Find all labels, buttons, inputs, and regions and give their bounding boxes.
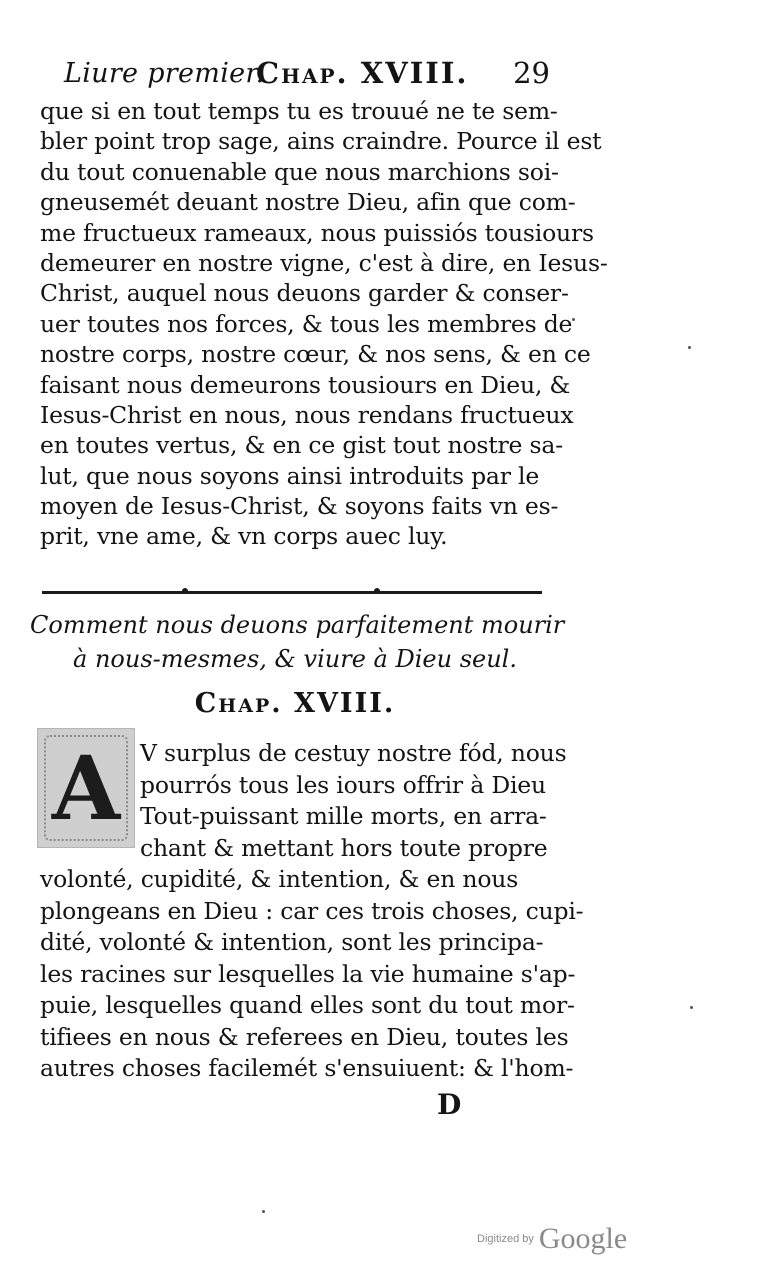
- text-line: autres choses facilemét s'ensuiuent: & l'hom-: [40, 1054, 574, 1082]
- text-line: me fructueux rameaux, nous puissiós tousiours: [40, 218, 594, 247]
- divider-dot: [374, 588, 380, 594]
- watermark-brand: Google: [538, 1222, 628, 1255]
- text-line: tifiees en nous & referees en Dieu, toutes les: [40, 1022, 569, 1051]
- digitized-watermark: [477, 1222, 627, 1256]
- text-line: puie, lesquelles quand elles sont du tout mor-: [40, 991, 575, 1019]
- chapter-body: [40, 738, 584, 1085]
- chapter-title: [30, 608, 565, 676]
- chapter-title-line: à nous-mesmes, & viure à Dieu seul.: [73, 645, 517, 673]
- text-line: dité, volonté & intention, sont les principa-: [40, 928, 544, 956]
- text-line: plongeans en Dieu : car ces trois choses, cupi-: [40, 896, 584, 925]
- signature-mark: D: [437, 1088, 462, 1121]
- divider-dot: [182, 588, 188, 594]
- text-line: gneusemét deuant nostre Dieu, afin que com-: [40, 188, 576, 217]
- text-line: faisant nous demeurons tousiours en Dieu, &: [40, 370, 571, 399]
- text-line: Christ, auquel nous deuons garder & conser-: [40, 279, 569, 308]
- text-line: uer toutes nos forces, & tous les membres de: [40, 309, 573, 338]
- section-divider: [42, 591, 542, 594]
- page-number: 29: [513, 56, 550, 90]
- text-line: les racines sur lesquelles la vie humaine s'ap-: [40, 959, 576, 988]
- chapter-title-line: Comment nous deuons parfaitement mourir: [30, 611, 565, 639]
- text-line: Tout-puissant mille morts, en arra-: [140, 802, 547, 830]
- text-line: volonté, cupidité, & intention, & en nous: [40, 865, 519, 893]
- text-line: moyen de Iesus-Christ, & soyons faits vn es-: [40, 492, 559, 521]
- text-line: chant & mettant hors toute propre: [140, 833, 548, 862]
- text-line: que si en tout temps tu es trouué ne te sem-: [40, 97, 558, 125]
- text-line: demeurer en nostre vigne, c'est à dire, en Iesus-: [40, 248, 608, 277]
- text-line: bler point trop sage, ains craindre. Pource il est: [40, 127, 602, 156]
- text-line: Iesus-Christ en nous, nous rendans fructueux: [40, 400, 574, 429]
- book-label: Liure premier.: [64, 58, 265, 89]
- text-line: pourrós tous les iours offrir à Dieu: [140, 770, 546, 799]
- speck: [262, 1210, 265, 1213]
- chapter-heading: Chap. XVIII.: [194, 688, 396, 719]
- text-line: V surplus de cestuy nostre fód, nous: [140, 739, 567, 767]
- speck: [688, 346, 691, 349]
- drop-cap-letter: A: [51, 736, 121, 840]
- text-line: prit, vne ame, & vn corps auec luy.: [40, 522, 448, 551]
- text-line: en toutes vertus, & en ce gist tout nostre sa-: [40, 431, 563, 460]
- text-block: [40, 96, 608, 552]
- text-line: du tout conuenable que nous marchions soi-: [40, 157, 559, 186]
- watermark-small-text: Digitized by: [477, 1233, 534, 1245]
- text-line: nostre corps, nostre cœur, & nos sens, & en ce: [40, 340, 591, 369]
- running-header: [64, 56, 550, 96]
- speck: [572, 318, 575, 321]
- text-line: lut, que nous soyons ainsi introduits par le: [40, 461, 540, 490]
- speck: [690, 1006, 693, 1009]
- chapter-label: Chap. XVIII.: [256, 56, 469, 90]
